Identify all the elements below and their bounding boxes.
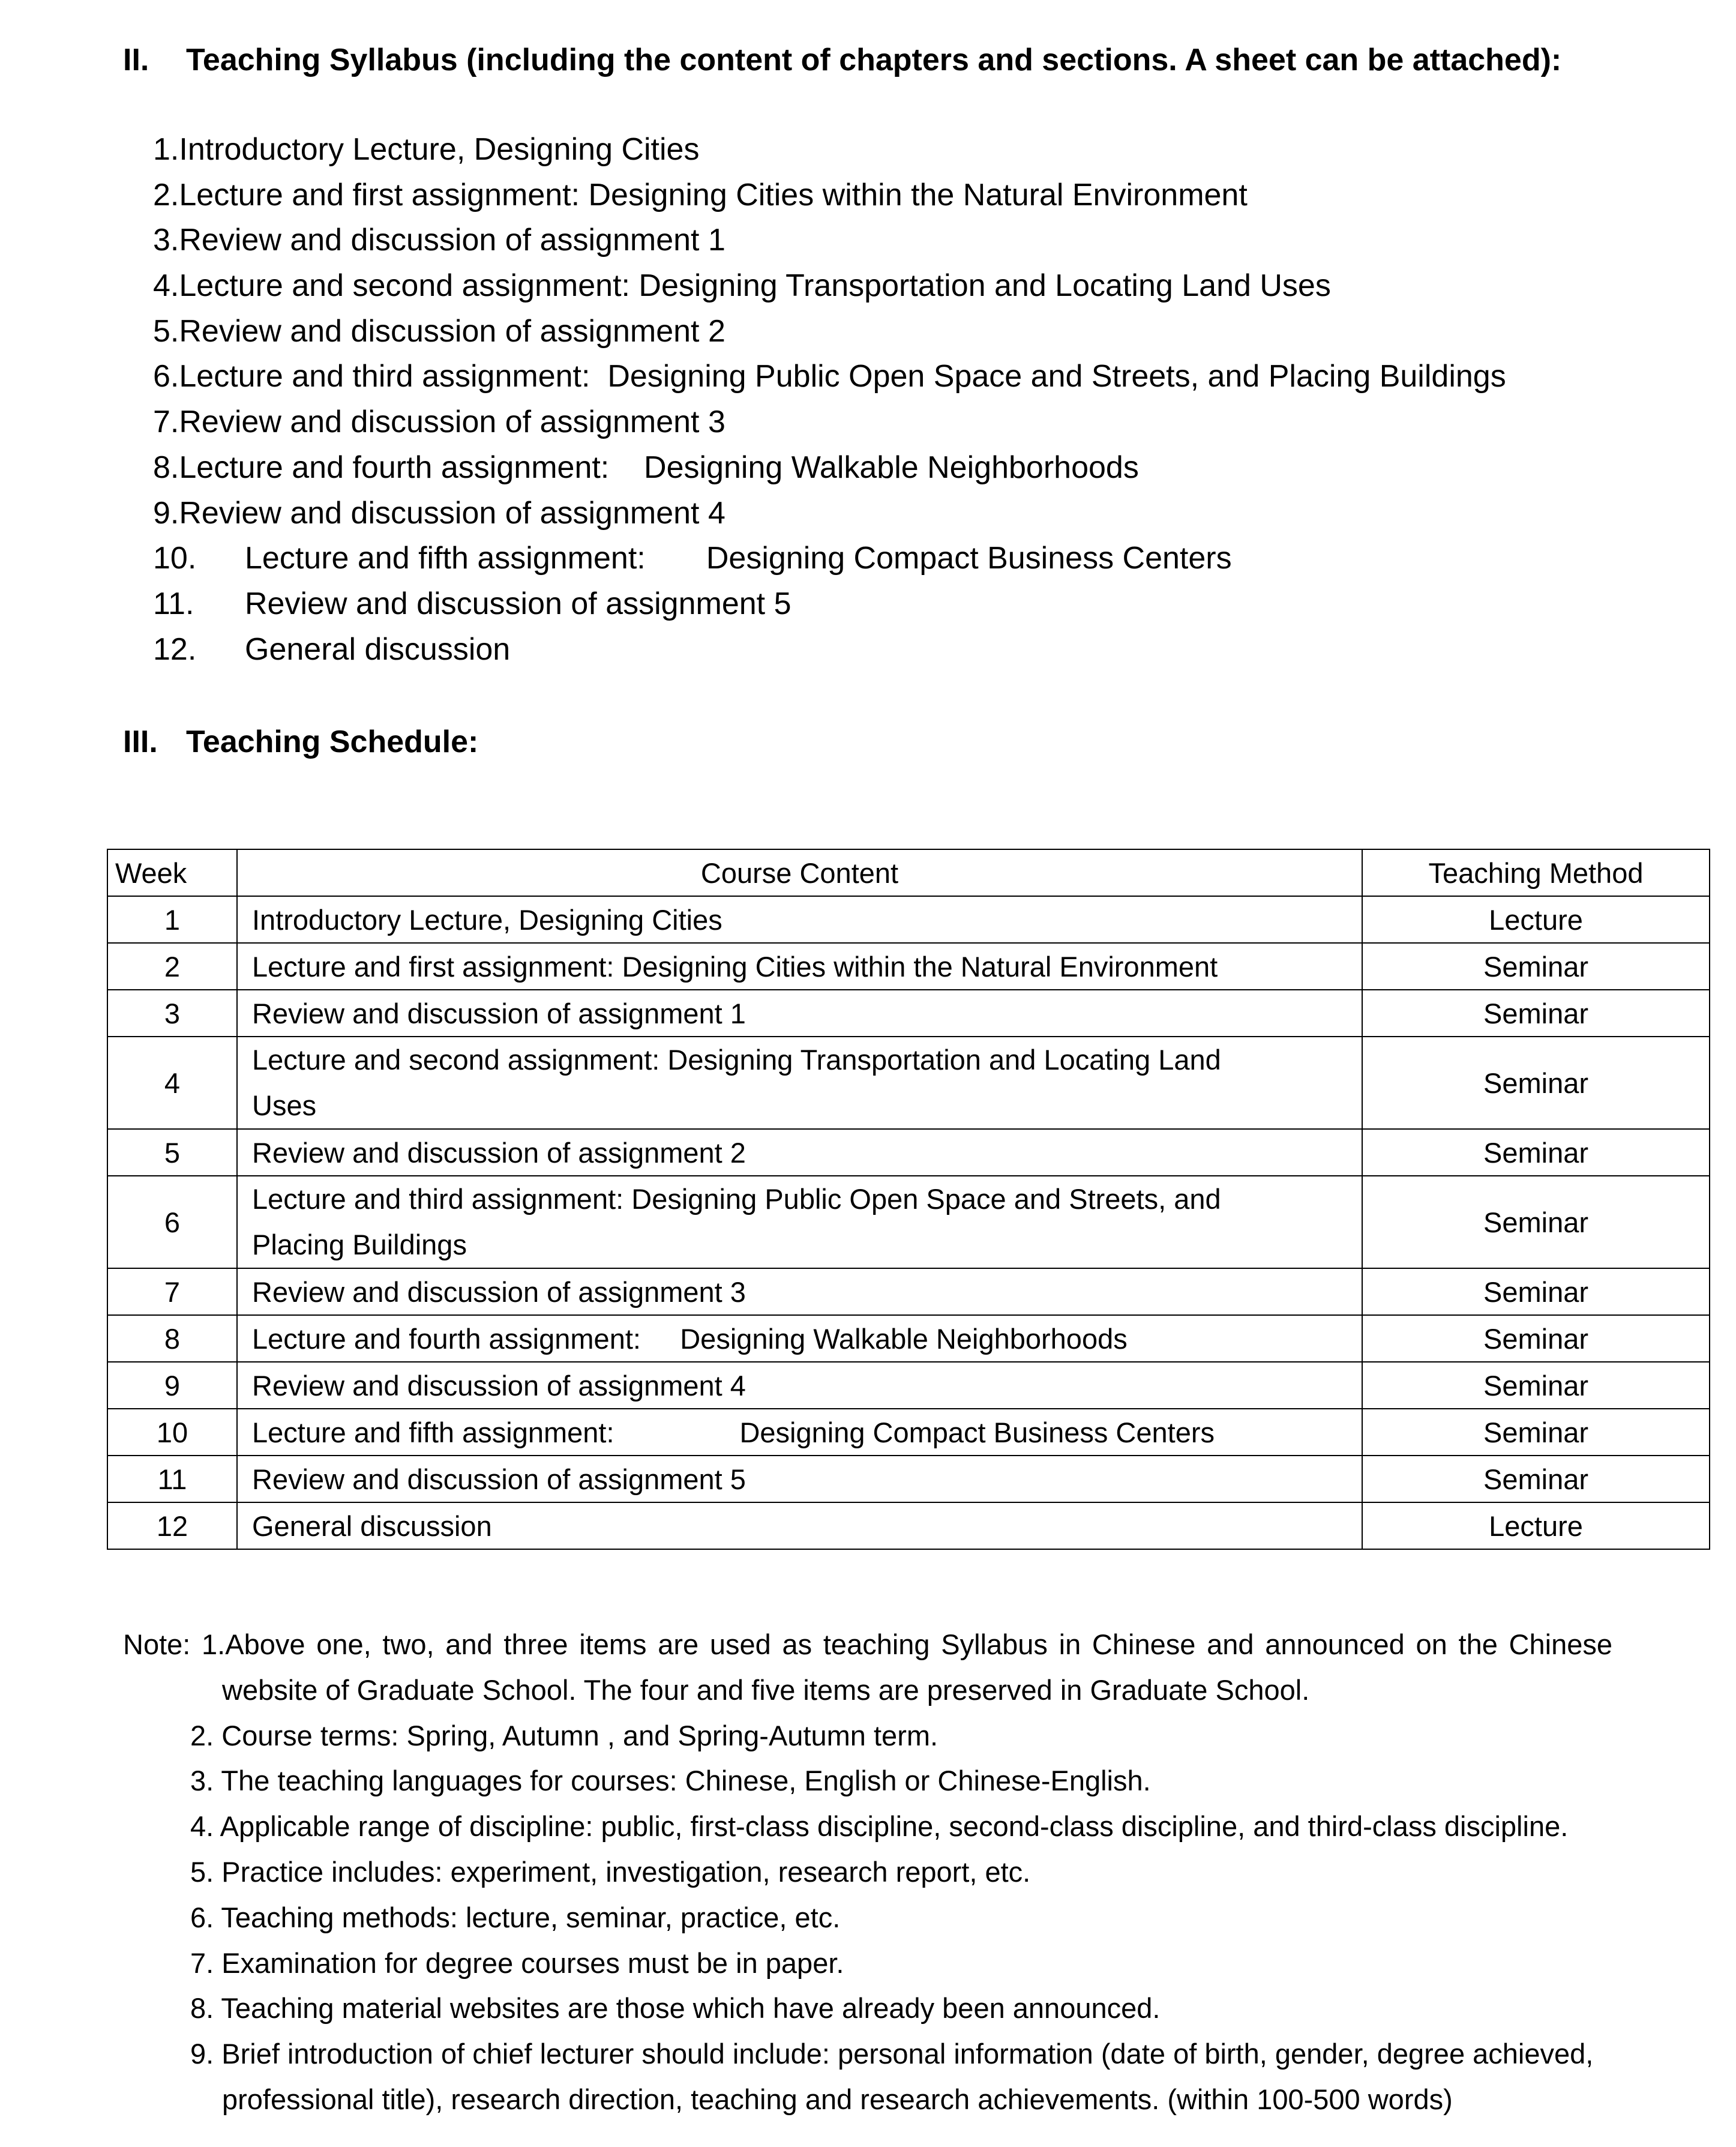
list-item: 7. Review and discussion of assignment 3 — [153, 405, 725, 440]
method-cell: Seminar — [1362, 1268, 1710, 1315]
content-cell: Introductory Lecture, Designing Cities — [237, 896, 1362, 943]
list-item: 8. Lecture and fourth assignment: Designing Walkable Neighborhoods — [153, 450, 1139, 485]
section-heading-teaching-syllabus — [123, 42, 1561, 78]
table-row — [107, 990, 1710, 1037]
note-item: 6. Teaching methods: lecture, seminar, practice, etc. — [190, 1901, 841, 1933]
list-item: 12. General discussion — [153, 631, 511, 667]
table-row — [107, 896, 1710, 943]
table-row — [107, 1502, 1710, 1549]
method-cell: Lecture — [1362, 896, 1710, 943]
list-item: 5. Review and discussion of assignment 2 — [153, 313, 725, 349]
note-item-continued: professional title), research direction, teaching and research achievements. (within 100-500 words) — [222, 2083, 1453, 2115]
content-cell: Lecture and fifth assignment: Designing Compact Business Centers — [237, 1409, 1362, 1456]
week-cell: 5 — [107, 1129, 237, 1176]
week-cell: 12 — [107, 1502, 237, 1549]
table-header-row — [107, 849, 1710, 896]
note-item: 4. Applicable range of discipline: public, first-class discipline, second-class discipline, and third-class discipline. — [190, 1810, 1569, 1843]
method-cell: Seminar — [1362, 1456, 1710, 1502]
content-cell: Review and discussion of assignment 5 — [237, 1456, 1362, 1502]
list-item: 11. Review and discussion of assignment 5 — [153, 586, 791, 621]
method-cell: Seminar — [1362, 1037, 1710, 1129]
column-header-teaching-method: Teaching Method — [1362, 849, 1710, 896]
week-cell: 11 — [107, 1456, 237, 1502]
section-title: Teaching Schedule: — [186, 724, 479, 759]
content-cell: Review and discussion of assignment 4 — [237, 1362, 1362, 1409]
section-number: II. — [123, 43, 149, 77]
method-cell: Seminar — [1362, 1176, 1710, 1268]
content-cell: General discussion — [237, 1502, 1362, 1549]
note-line-1-continued: website of Graduate School. The four and five items are preserved in Graduate School. — [222, 1673, 1310, 1706]
week-cell: 4 — [107, 1037, 237, 1129]
content-cell: Lecture and second assignment: Designing Transportation and Locating Land Uses — [237, 1037, 1362, 1129]
note-line-1: Note: 1.Above one, two, and three items are used as teaching Syllabus in Chinese and announced on the Chinese — [123, 1628, 1612, 1660]
method-cell: Seminar — [1362, 1129, 1710, 1176]
note-item: 2. Course terms: Spring, Autumn , and Spring-Autumn term. — [190, 1719, 939, 1751]
week-cell: 3 — [107, 990, 237, 1037]
method-cell: Seminar — [1362, 943, 1710, 990]
note-item: 9. Brief introduction of chief lecturer should include: personal information (date of birth, gender, degree achieved, — [190, 2038, 1594, 2070]
footnote-block — [123, 1622, 1612, 2122]
note-item: 7. Examination for degree courses must be in paper. — [190, 1947, 844, 1979]
week-cell: 1 — [107, 896, 237, 943]
section-title: Teaching Syllabus (including the content of chapters and sections. A sheet can be attached): — [186, 43, 1562, 77]
list-item: 9. Review and discussion of assignment 4 — [153, 495, 725, 531]
schedule-table — [107, 849, 1710, 1550]
method-cell: Lecture — [1362, 1502, 1710, 1549]
table-row — [107, 1315, 1710, 1362]
content-cell: Lecture and first assignment: Designing Cities within the Natural Environment — [237, 943, 1362, 990]
content-cell: Lecture and fourth assignment: Designing Walkable Neighborhoods — [237, 1315, 1362, 1362]
content-cell: Review and discussion of assignment 1 — [237, 990, 1362, 1037]
table-row — [107, 943, 1710, 990]
column-header-week: Week — [107, 849, 237, 896]
note-item: 3. The teaching languages for courses: Chinese, English or Chinese-English. — [190, 1765, 1151, 1797]
list-item: 3. Review and discussion of assignment 1 — [153, 223, 725, 258]
table-row — [107, 1456, 1710, 1502]
week-cell: 8 — [107, 1315, 237, 1362]
list-item: 1. Introductory Lecture, Designing Cities — [153, 132, 700, 167]
table-row — [107, 1129, 1710, 1176]
method-cell: Seminar — [1362, 1362, 1710, 1409]
content-cell: Review and discussion of assignment 3 — [237, 1268, 1362, 1315]
week-cell: 2 — [107, 943, 237, 990]
list-item: 2. Lecture and first assignment: Designing Cities within the Natural Environment — [153, 177, 1248, 212]
week-cell: 6 — [107, 1176, 237, 1268]
content-cell: Review and discussion of assignment 2 — [237, 1129, 1362, 1176]
week-cell: 7 — [107, 1268, 237, 1315]
table-row — [107, 1037, 1710, 1129]
table-row — [107, 1362, 1710, 1409]
list-item: 6. Lecture and third assignment: Designing Public Open Space and Streets, and Placing Buildings — [153, 359, 1506, 394]
syllabus-list — [153, 127, 1506, 672]
week-cell: 9 — [107, 1362, 237, 1409]
list-item: 4. Lecture and second assignment: Designing Transportation and Locating Land Uses — [153, 268, 1331, 304]
note-item: 8. Teaching material websites are those which have already been announced. — [190, 1992, 1161, 2025]
table-row — [107, 1268, 1710, 1315]
section-number: III. — [123, 724, 158, 759]
week-cell: 10 — [107, 1409, 237, 1456]
method-cell: Seminar — [1362, 1315, 1710, 1362]
table-row — [107, 1409, 1710, 1456]
section-heading-teaching-schedule — [123, 724, 478, 760]
content-cell: Lecture and third assignment: Designing Public Open Space and Streets, and Placing Buildings — [237, 1176, 1362, 1268]
table-row — [107, 1176, 1710, 1268]
method-cell: Seminar — [1362, 990, 1710, 1037]
note-item: 5. Practice includes: experiment, investigation, research report, etc. — [190, 1855, 1031, 1888]
list-item: 10. Lecture and fifth assignment: Designing Compact Business Centers — [153, 541, 1232, 576]
column-header-course-content: Course Content — [237, 849, 1362, 896]
method-cell: Seminar — [1362, 1409, 1710, 1456]
